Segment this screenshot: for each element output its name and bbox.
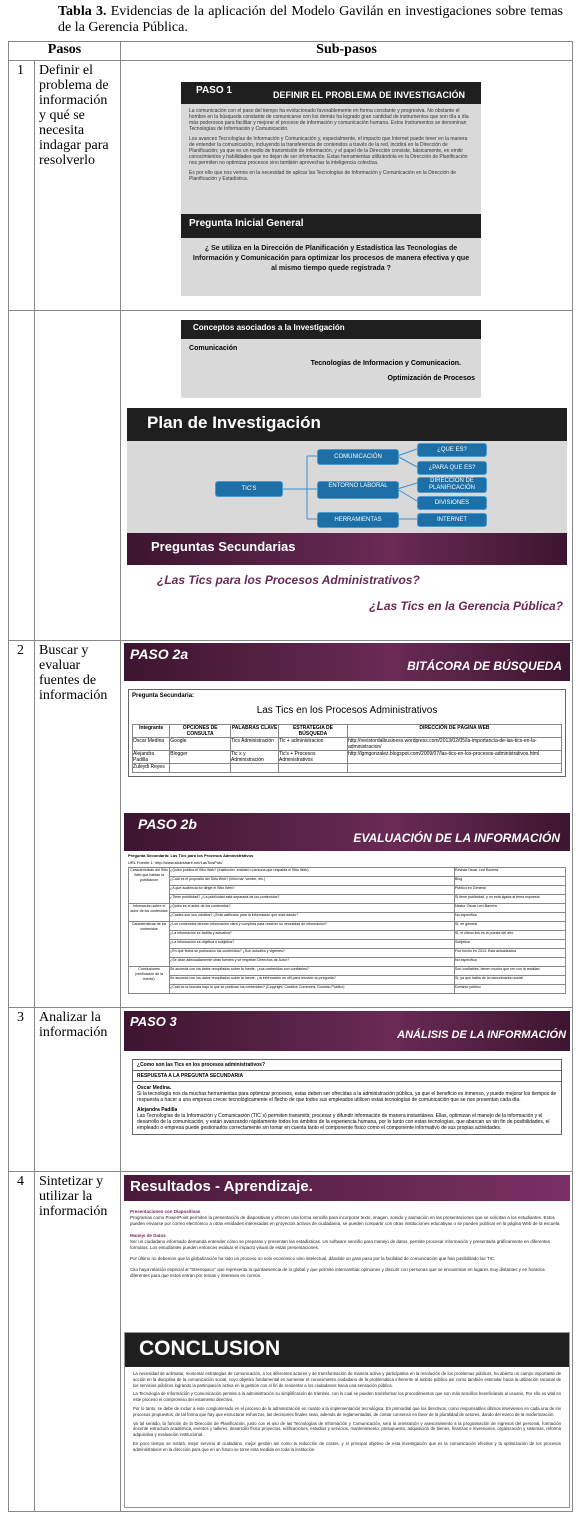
criterio-q: ¿En qué fecha se publicaron los contenidos? ¿Son actuales y vigentes? — [170, 949, 455, 958]
table-row — [133, 751, 562, 764]
table-caption — [58, 4, 563, 36]
respuestas-body — [133, 1082, 561, 1134]
table-cell — [231, 764, 279, 773]
resultados-slide — [124, 1175, 570, 1327]
criterio-a: Blog — [455, 877, 566, 886]
table-cell — [278, 764, 347, 773]
conclusion-title: CONCLUSION — [125, 1333, 569, 1367]
leaf-direccion: DIRECCIÓN DE PLANIFICACIÓN — [417, 477, 487, 493]
criterio-q: ¿Quién es el autor de los contenidos? — [170, 904, 455, 913]
table-row — [129, 895, 566, 904]
criterio-a: No especifica — [455, 958, 566, 967]
pregunta-secundaria-1: ¿Las Tics para los Procesos Administrativos? — [157, 573, 420, 587]
bitacora-header: DIRECCIÓN DE PÁGINA WEB — [347, 725, 561, 738]
step-label: Buscar y evaluar fuentes de información — [35, 641, 121, 1008]
criterio-a: Subjetiva — [455, 940, 566, 949]
bitacora-pregunta-label: Pregunta Secundaria: — [132, 693, 195, 699]
table-row — [129, 985, 566, 994]
resultados-title: Resultados - Aprendizaje. — [124, 1175, 570, 1201]
conclusion-para-1: La necesidad de aclimatar, reorientar estrategias de comunicación, a los diferentes actores y de transformación de manera activa y participativa en la resolución de los problemas públicos, ha abierto un campo importante de acción en la disciplina de la comunicación social, cuyo objetivo fundamental es aumentar el conocimiento ciudadano de la problemática inherente al ámbito público así como también estimular hacia la utilización racional de los servicios públicos logrando la participación activa en la gestión con el fin de reorientar a los ciudadanos hacia una sensación pública. — [133, 1371, 562, 1388]
bitacora-header: PALABRAS CLAVE — [231, 725, 279, 738]
pregunta-secundaria-2: ¿Las Tics en la Gerencia Pública? — [369, 599, 564, 613]
resultados-body — [124, 1201, 570, 1283]
pregunta-inicial-text: ¿ Se utiliza en la Dirección de Planificación y Estadística las Tecnologías de Información y Comunicación para optimizar los procesos de manera efectiva y que al mismo tiempo quede registrada ? — [181, 238, 481, 296]
leaf-internet: INTERNET — [417, 513, 487, 527]
conclusion-para-5: En poco tiempo se notará, mejor servicio al ciudadano, mejor gestión así como la reducción de costos, y el principal objetivo de esta investigación que es la comunicación efectiva y la optimización de los procesos administrativos en la dirección para que en un futuro se tome esta medida en toda la institución. — [133, 1440, 562, 1452]
paso3-title: ANÁLISIS DE LA INFORMACIÓN — [397, 1029, 567, 1041]
bitacora-table — [132, 724, 562, 773]
table-cell: Tic´s y Administración — [231, 751, 279, 764]
step-label: Sintetizar y utilizar la información — [35, 1172, 121, 1512]
row-number: 2 — [9, 641, 35, 1008]
conclusion-para-4: Va tal sentido, la función de la Dirección de Planificación, justo con el uso de las Tecnologías de Información y Comunicación, será la orientación y asesoramiento a la programación de ingresos del personal, formación docente estructura académica, eventos y talleres, desarrollo físico proyectos, edificaciones, estudios y servicios, mantenimiento, presupuesto, adquisición de bienes, finanzas e inversiones, organización y sistemas, reforma adquisitiva y evaluación institucional. — [133, 1420, 562, 1438]
paso3-banner — [124, 1011, 570, 1051]
row-number — [9, 311, 35, 641]
subpasos-cell — [121, 61, 573, 311]
resultados-subtitle-2: Manejo de Datos — [130, 1233, 166, 1238]
paso2b-slide — [124, 813, 570, 1003]
bitacora-box — [128, 689, 566, 777]
table-row — [129, 877, 566, 886]
subpasos-cell — [121, 311, 573, 641]
paso1-title: DEFINIR EL PROBLEMA DE INVESTIGACIÓN — [273, 90, 466, 100]
bitacora-header: Integrante — [133, 725, 170, 738]
table-cell: Tic + administracion — [278, 738, 347, 751]
table-cell: Google — [170, 738, 231, 751]
paso2a-title: BITÁCORA DE BÚSQUEDA — [407, 659, 563, 673]
criterio-cat: Características del Sitio Web que hablan la publicación — [129, 868, 170, 904]
table-cell: Tic's + Procesos Administrativos — [278, 751, 347, 764]
preguntas-secundarias-title: Preguntas Secundarias — [127, 533, 567, 565]
table-cell: Alejandra Padilla — [133, 751, 170, 764]
criterio-a: Son confiables, tienen mucho que ver con la realidad — [455, 967, 566, 976]
leaf-divisiones: DIVISIONES — [417, 496, 487, 510]
respuesta-autor-2: Alejandra Padilla — [137, 1107, 178, 1113]
conclusion-para-3: Por lo tanto, se debe de incluir a este conglomerado en el proceso de la administración en cuanto a la implementación tecnológica. En primordial que los directivos, como responsables últimos intervienen en cada una de los procesos propuestos, de tal forma que hay que estructurar esfuerzos, las decisiones finales sean, además de reglamentadas, de contar consenso en favor de la pluralidad de actores, dando del marco de la modernización. — [133, 1405, 562, 1417]
paso3-tag: PASO 3 — [130, 1014, 177, 1029]
bitacora-pregunta: Las Tics en los Procesos Administrativos — [256, 705, 438, 716]
respuesta-label: RESPUESTA A LA PREGUNTA SECUNDARIA — [133, 1071, 561, 1082]
table-row — [129, 931, 566, 940]
table-cell — [347, 764, 561, 773]
criterio-a: Público en General — [455, 886, 566, 895]
criterio-a: Si, en general — [455, 922, 566, 931]
plan-title: Plan de Investigación — [127, 408, 567, 441]
evaluacion-table — [128, 867, 566, 994]
paso2a-banner — [124, 643, 570, 681]
conceptos-slide — [181, 320, 481, 398]
analisis-pregunta: ¿Como son las Tics en los procesos administrativos? — [133, 1060, 561, 1071]
criterio-cat: Información sobre el autor de los contenidos — [129, 904, 170, 922]
table-cell: Oscar Medina — [133, 738, 170, 751]
table-row — [129, 913, 566, 922]
table-cell: Tics Administración — [231, 738, 279, 751]
step-label: Definir el problema de información y qué se necesita indagar para resolverlo — [35, 61, 121, 311]
table-row — [129, 976, 566, 985]
criterio-a: Si, ya que habla de la comunicación social — [455, 976, 566, 985]
table-cell: Blogger — [170, 751, 231, 764]
paso1-tag: PASO 1 — [196, 85, 232, 96]
evidence-table — [8, 41, 573, 1512]
table-row — [129, 886, 566, 895]
criterio-q: ¿A qué audiencia se dirige el Sitio Web? — [170, 886, 455, 895]
plan-diagram — [127, 441, 567, 533]
criterio-a: Si tiene publicidad, y no está ligada al tema expuesto — [455, 895, 566, 904]
criterio-a: Si, el último link es la puesta del año — [455, 931, 566, 940]
table-row — [129, 940, 566, 949]
resultados-subtitle-1: Presentaciones con Diapositivas — [130, 1209, 201, 1214]
table-row — [129, 967, 566, 976]
criterio-q: ¿Los contenidos ofrecen información clara y completa para resolver su necesidad de información? — [170, 922, 455, 931]
row-number: 1 — [9, 61, 35, 311]
caption-label: Tabla 3. — [58, 4, 107, 19]
paso1-para2: Los avances Tecnologías de Información y Comunicación y, especialmente, el impacto que Internet puede tener en la manera de entender la comunicación, incluyendo la transferencia de contenidos a través de la red, incidirá en la Dirección de Planificación; ya que es un medio de transmisión de información, y el papel de la Dirección consiste, básicamente, en emitir conocimientos y habilidades que no dejan de ser información. Estas herramientas utilizándola en la Dirección de Planificación nos permiten no optimizar procesos sino también aprovechar la inteligencia colectiva. — [189, 136, 468, 166]
concepto-optimizacion: Optimización de Procesos — [387, 375, 476, 382]
paso2b-tag: PASO 2b — [138, 816, 197, 832]
node-tics: TIC'S — [215, 481, 283, 497]
plan-slide — [127, 408, 567, 633]
pregunta-inicial-label: Pregunta Inicial General — [181, 214, 481, 238]
respuesta-autor-1: Oscar Medina. — [137, 1085, 172, 1091]
table-row — [133, 738, 562, 751]
criterio-q: Se acuerda con los datos recopilados sobre la fuente, ¿la información es útil para resolver su pregunta? — [170, 976, 455, 985]
criterio-q: ¿Cuál es el propósito del Sitio Web? (Informar, vender, etc.) — [170, 877, 455, 886]
criterio-cat: Características de los contenidos — [129, 922, 170, 967]
paso2a-slide — [124, 643, 570, 809]
table-row — [129, 949, 566, 958]
paso2b-title: EVALUACIÓN DE LA INFORMACIÓN — [353, 831, 561, 845]
criterio-a: No especifica — [455, 913, 566, 922]
node-entorno: ENTORNO LABORAL — [317, 481, 399, 499]
analisis-box — [132, 1059, 562, 1135]
concepto-comunicacion: Comunicación — [189, 345, 238, 352]
node-herramientas: HERRAMIENTAS — [317, 512, 399, 528]
criterio-a: Dominio público — [455, 985, 566, 994]
criterio-a: Fue hecho en 2013. Esta actualizados — [455, 949, 566, 958]
criterio-q: ¿La información se facilita y actualiza? — [170, 931, 455, 940]
table-cell: http://revistordalbusiness.wordpress.com/2013/02/05/la-importancia-de-las-tics-en-la-administracion/ — [347, 738, 561, 751]
subpasos-cell — [121, 1008, 573, 1172]
criterio-q: ¿Cuáles son sus créditos? ¿Está calificado para la información que está dando? — [170, 913, 455, 922]
criterio-q: ¿Se citan adecuadamente otras fuentes y se respetan Derechos de Autor? — [170, 958, 455, 967]
row-number: 4 — [9, 1172, 35, 1512]
subpasos-cell — [121, 641, 573, 1008]
criterio-q: ¿Cuál es la licencia bajo la que se publican los contenidos? (Copyright, Creative Commons, Dominio Público) — [170, 985, 455, 994]
bitacora-header: ESTRATEGIA DE BÚSQUEDA — [278, 725, 347, 738]
criterio-a: Revista Oscar Levi Barrera — [455, 868, 566, 877]
respuesta-texto-2: Las Tecnologías de la Información y Comunicación (TIC´s) permiten transmitir, procesar y difundir información de manera instantánea. Ellas, optimizan el manejo de la información y el desarrollo de la comunicación, y están avanzando rápidamente todos los ámbitos de la experiencia humana, por lo tanto con estas tecnologías, que abarcan un sin fin de posibilidades, el empleado o empresa puede gestionarlos correctamente sin tomar en cuenta tanto el componente físico como el componente informativo de sus propias actividades. — [137, 1113, 550, 1131]
paso1-slide — [181, 82, 481, 296]
subpasos-cell — [121, 1172, 573, 1512]
table-cell: Zuleydi Reyes — [133, 764, 170, 773]
conclusion-para-2: La Tecnología de Información y Comunicación permite a la administración su simplificación de trámites, con lo cual se pueden transformar los procedimientos que son más sencillos beneficiando al usuario. Por ello es vital en este proceso el compromiso del estamento directivo. — [133, 1391, 562, 1403]
node-comunicacion: COMUNICACIÓN — [317, 449, 399, 465]
table-cell: http://lgmgonzalez.blogspot.com/2009/07/las-tics-en-los-procesos-administrativos.html — [347, 751, 561, 764]
evaluacion-pregunta: Pregunta Secundaria: Las Tics para los Procesos Administrativos — [128, 853, 254, 858]
paso3-slide — [124, 1011, 570, 1168]
table-row — [133, 764, 562, 773]
criterio-q: Se acuerda con los datos recopilados sobre la fuente, ¿sus contenidos son confiables? — [170, 967, 455, 976]
row-number: 3 — [9, 1008, 35, 1172]
resultados-para-1: Programas como PowerPoint permiten la presentación de diapositivas y ofrecen una forma sencilla para incorporar texto, imagen, sonido y animación en las presentaciones que se solicitan a los estudiantes. Estos pueden enviarse por correo electrónico a otras entidades interesadas en proyectos activos de ciudadanía, se pueden compartir con otras instituciones educativas o se pueden publicar en la página Web de la escuela. — [130, 1215, 561, 1226]
table-row — [129, 904, 566, 913]
resultados-para-3: Por último no debemos que la globalización ha sido un proceso no solo económico sino intelectual, dándole un gran paso por la facilidad de comunicación que han posibilitado las TIC. — [130, 1256, 496, 1261]
paso1-para1: La comunicación con el paso del tiempo ha evolucionado favorablemente en forma constante y progresiva. No obstante el hombre en la búsqueda constante de comunicarse con los demás ha logrado gran cantidad de instrumentos que son día a día más poderosos para facilitar y mejorar el proceso de información y comunicación humana. Estos Instrumentos se denominan Tecnologías de Información y Comunicación. — [189, 108, 469, 132]
table-row — [129, 958, 566, 967]
respuesta-texto-1: Si la tecnología nos da muchas herramientas para optimizar procesos, estas deben ser ofrecidas a la administración pública, ya que el beneficio es inmenso, y puede mejorar los tiempos de respuesta a hacer a una empresa crecer tecnológicamente el flecho de que todos sus empleados utilicen estas tecnologías de comunicación que se nos presentan cada día. — [137, 1091, 557, 1103]
bitacora-header: OPCIONES DE CONSULTA — [170, 725, 231, 738]
table-cell — [170, 764, 231, 773]
paso2a-tag: PASO 2a — [130, 646, 189, 662]
criterio-a: Nestor Oscar Levi Barrera — [455, 904, 566, 913]
evaluacion-fuente: URL Fuente 1: http://www.slideshare.net/LasTicsPub/ — [128, 860, 223, 865]
leaf-para-que: ¿PARA QUE ES? — [417, 461, 487, 475]
resultados-para-4: Cito haya relación especial al “Stereopaco” que representa la quintaesencia de lo global y que permite intercambiar opiniones y discutir con personas que se encuentran en lugares muy distantes y en horarios diferentes para que estos entran por temas y intereses en común. — [130, 1267, 545, 1278]
step-label — [35, 311, 121, 641]
header-pasos: Pasos — [9, 42, 121, 61]
resultados-para-2: Ser un ciudadano informado demanda entender cómo se preparan y presentan las estadísticas. Un software sencillo para manejo de datos, permite procesar información y presentarla gráficamente en diferentes formatos. Los estudiantes pueden entonces evaluar el impacto visual de estas presentaciones. — [130, 1239, 551, 1250]
paso1-banner — [181, 82, 481, 104]
table-row — [129, 868, 566, 877]
conclusion-body — [125, 1367, 569, 1457]
paso2b-banner — [124, 813, 570, 851]
criterio-q: ¿La información es objetiva o subjetiva? — [170, 940, 455, 949]
criterio-q: ¿Quién publica el Sitio Web? (Institución, entidad o persona que respalda el Sitio Web) — [170, 868, 455, 877]
conceptos-title: Conceptos asociados a la Investigación — [181, 320, 481, 339]
conclusion-slide — [124, 1332, 570, 1508]
concepto-tic: Tecnologías de Informacion y Comunicacion. — [310, 360, 462, 367]
evaluacion-box — [124, 851, 570, 996]
criterio-cat: Conclusiones (verificación de la fuente) — [129, 967, 170, 994]
step-label: Analizar la información — [35, 1008, 121, 1172]
paso1-body — [181, 104, 481, 214]
criterio-q: ¿Tiene publicidad? ¿La publicidad está separada de los contenidos? — [170, 895, 455, 904]
caption-text: Evidencias de la aplicación del Modelo Gavilán en investigaciones sobre temas de la Gerencia Pública. — [58, 4, 564, 35]
leaf-que-es: ¿QUE ES? — [417, 443, 487, 457]
table-row — [129, 922, 566, 931]
paso1-para3: Es por ello que nos vemos en la necesidad de aplicar las Tecnologías de Información y Comunicación en la Dirección de Planificación y Estadística. — [189, 170, 457, 182]
header-subpasos: Sub-pasos — [121, 42, 573, 61]
